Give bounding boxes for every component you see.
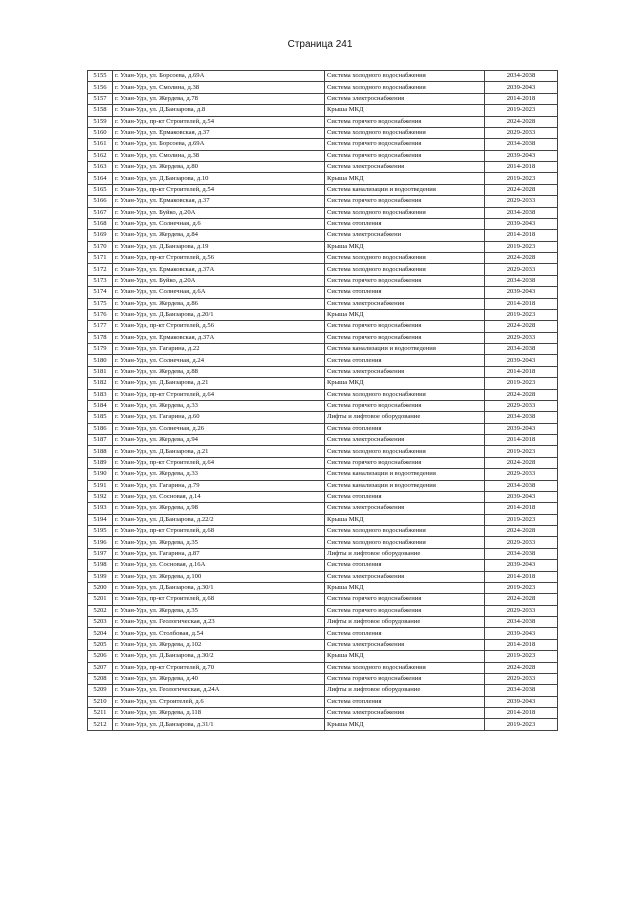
system-cell: Система электроснабжения [325,93,485,104]
table-row [88,287,558,298]
row-number-cell: 5167 [88,207,113,218]
table-row [88,469,558,480]
row-number-cell: 5209 [88,685,113,696]
system-cell: Система горячего водоснабжения [325,400,485,411]
table-row [88,696,558,707]
table-row [88,196,558,207]
system-cell: Система отопления [325,696,485,707]
row-number-cell: 5196 [88,537,113,548]
system-cell: Крыша МКД [325,651,485,662]
address-cell: г. Улан-Удэ, ул. Солнечная, д.6 [113,218,325,229]
table-row [88,332,558,343]
table-row [88,651,558,662]
table-row [88,207,558,218]
row-number-cell: 5174 [88,287,113,298]
period-cell: 2019-2023 [485,105,558,116]
period-cell: 2024-2028 [485,389,558,400]
table-row [88,241,558,252]
system-cell: Система горячего водоснабжения [325,457,485,468]
table-row [88,537,558,548]
period-cell: 2029-2033 [485,127,558,138]
period-cell: 2024-2028 [485,184,558,195]
address-cell: г. Улан-Удэ, ул. Смолина, д.38 [113,82,325,93]
address-cell: г. Улан-Удэ, ул. Строителей, д.6 [113,696,325,707]
system-cell: Система холодного водоснабжения [325,662,485,673]
address-cell: г. Улан-Удэ, ул. Борсоева, д.69А [113,139,325,150]
period-cell: 2039-2043 [485,82,558,93]
period-cell: 2019-2023 [485,378,558,389]
row-number-cell: 5173 [88,275,113,286]
address-cell: г. Улан-Удэ, ул. Солнечная, д.24 [113,355,325,366]
row-number-cell: 5187 [88,435,113,446]
table-row [88,548,558,559]
table-row [88,400,558,411]
row-number-cell: 5182 [88,378,113,389]
address-cell: г. Улан-Удэ, ул. Д.Банзарова, д.21 [113,378,325,389]
period-cell: 2024-2028 [485,116,558,127]
system-cell: Система холодного водоснабжения [325,82,485,93]
row-number-cell: 5191 [88,480,113,491]
table-row [88,93,558,104]
row-number-cell: 5172 [88,264,113,275]
period-cell: 2019-2023 [485,719,558,730]
row-number-cell: 5165 [88,184,113,195]
address-cell: г. Улан-Удэ, ул. Жердева, д.33 [113,400,325,411]
table-row [88,298,558,309]
table-row [88,617,558,628]
system-cell: Система отопления [325,423,485,434]
row-number-cell: 5201 [88,594,113,605]
system-cell: Система горячего водоснабжения [325,321,485,332]
period-cell: 2014-2018 [485,639,558,650]
table-row [88,71,558,82]
system-cell: Система электроснабжени [325,230,485,241]
table-row [88,275,558,286]
row-number-cell: 5199 [88,571,113,582]
row-number-cell: 5193 [88,503,113,514]
address-cell: г. Улан-Удэ, ул. Жердева, д.88 [113,366,325,377]
period-cell: 2024-2028 [485,321,558,332]
row-number-cell: 5210 [88,696,113,707]
table-row [88,230,558,241]
system-cell: Лифты и лифтовое оборудование [325,548,485,559]
period-cell: 2034-2038 [485,548,558,559]
row-number-cell: 5200 [88,582,113,593]
row-number-cell: 5157 [88,93,113,104]
system-cell: Система канализации и водоотведения [325,344,485,355]
address-cell: г. Улан-Удэ, ул. Геологическая, д.23 [113,617,325,628]
period-cell: 2014-2018 [485,366,558,377]
table-row [88,218,558,229]
address-cell: г. Улан-Удэ, ул. Гагарина, д.22 [113,344,325,355]
address-cell: г. Улан-Удэ, ул. Ермаковская, д.37А [113,332,325,343]
period-cell: 2014-2018 [485,298,558,309]
system-cell: Система электроснабжения [325,503,485,514]
table-row [88,309,558,320]
period-cell: 2029-2033 [485,196,558,207]
address-cell: г. Улан-Удэ, ул. Геологическая, д.24А [113,685,325,696]
period-cell: 2019-2023 [485,651,558,662]
period-cell: 2029-2033 [485,673,558,684]
table-row [88,491,558,502]
period-cell: 2034-2038 [485,685,558,696]
address-cell: г. Улан-Удэ, ул. Гагарина, д.60 [113,412,325,423]
row-number-cell: 5179 [88,344,113,355]
address-cell: г. Улан-Удэ, пр-кт Строителей, д.68 [113,594,325,605]
address-cell: г. Улан-Удэ, ул. Буйко, д.20А [113,275,325,286]
address-cell: г. Улан-Удэ, ул. Д.Банзарова, д.31/1 [113,719,325,730]
row-number-cell: 5184 [88,400,113,411]
address-cell: г. Улан-Удэ, пр-кт Строителей, д.64 [113,389,325,400]
address-cell: г. Улан-Удэ, пр-кт Строителей, д.64 [113,457,325,468]
address-cell: г. Улан-Удэ, ул. Борсоева, д.69А [113,71,325,82]
address-cell: г. Улан-Удэ, ул. Жердева, д.78 [113,93,325,104]
row-number-cell: 5198 [88,560,113,571]
system-cell: Система холодного водоснабжения [325,446,485,457]
period-cell: 2024-2028 [485,526,558,537]
table-row [88,116,558,127]
row-number-cell: 5185 [88,412,113,423]
period-cell: 2029-2033 [485,605,558,616]
address-cell: г. Улан-Удэ, ул. Д.Банзарова, д.30/2 [113,651,325,662]
address-cell: г. Улан-Удэ, ул. Ермаковская, д.37А [113,264,325,275]
address-cell: г. Улан-Удэ, пр-кт Строителей, д.54 [113,116,325,127]
address-cell: г. Улан-Удэ, ул. Д.Банзарова, д.20/1 [113,309,325,320]
table-row [88,503,558,514]
table-row [88,446,558,457]
address-cell: г. Улан-Удэ, ул. Ермаковская, д.37 [113,127,325,138]
period-cell: 2014-2018 [485,571,558,582]
table-row [88,560,558,571]
row-number-cell: 5197 [88,548,113,559]
row-number-cell: 5158 [88,105,113,116]
period-cell: 2029-2033 [485,400,558,411]
table-row [88,150,558,161]
system-cell: Система отопления [325,560,485,571]
period-cell: 2034-2038 [485,617,558,628]
address-cell: г. Улан-Удэ, ул. Д.Банзарова, д.30/1 [113,582,325,593]
row-number-cell: 5163 [88,162,113,173]
period-cell: 2014-2018 [485,435,558,446]
row-number-cell: 5164 [88,173,113,184]
row-number-cell: 5202 [88,605,113,616]
table-row [88,571,558,582]
system-cell: Система отопления [325,355,485,366]
address-cell: г. Улан-Удэ, ул. Жердева, д.84 [113,230,325,241]
period-cell: 2024-2028 [485,594,558,605]
system-cell: Система отопления [325,628,485,639]
table-row [88,685,558,696]
address-cell: г. Улан-Удэ, ул. Д.Банзарова, д.10 [113,173,325,184]
system-cell: Лифты и лифтовое оборудование [325,685,485,696]
address-cell: г. Улан-Удэ, ул. Ермаковская, д.37 [113,196,325,207]
table-row [88,127,558,138]
period-cell: 2019-2023 [485,173,558,184]
row-number-cell: 5181 [88,366,113,377]
system-cell: Система канализации и водоотведения [325,184,485,195]
address-cell: г. Улан-Удэ, пр-кт Строителей, д.56 [113,321,325,332]
table-row [88,389,558,400]
row-number-cell: 5189 [88,457,113,468]
row-number-cell: 5171 [88,253,113,264]
table-row [88,708,558,719]
table-row [88,82,558,93]
table-row [88,139,558,150]
period-cell: 2039-2043 [485,560,558,571]
table-row [88,435,558,446]
row-number-cell: 5170 [88,241,113,252]
row-number-cell: 5178 [88,332,113,343]
address-cell: г. Улан-Удэ, пр-кт Строителей, д.68 [113,526,325,537]
system-cell: Система горячего водоснабжения [325,150,485,161]
table-row [88,594,558,605]
row-number-cell: 5195 [88,526,113,537]
repair-schedule-table [87,70,558,731]
system-cell: Крыша МКД [325,105,485,116]
period-cell: 2034-2038 [485,480,558,491]
address-cell: г. Улан-Удэ, ул. Столбовая, д.54 [113,628,325,639]
row-number-cell: 5160 [88,127,113,138]
period-cell: 2034-2038 [485,139,558,150]
table-row [88,264,558,275]
period-cell: 2029-2033 [485,332,558,343]
table-row [88,321,558,332]
row-number-cell: 5169 [88,230,113,241]
system-cell: Система холодного водоснабжения [325,537,485,548]
address-cell: г. Улан-Удэ, ул. Д.Банзарова, д.8 [113,105,325,116]
system-cell: Система горячего водоснабжения [325,605,485,616]
address-cell: г. Улан-Удэ, ул. Сосновая, д.14 [113,491,325,502]
row-number-cell: 5161 [88,139,113,150]
table-row [88,344,558,355]
table-row [88,355,558,366]
system-cell: Система электроснабжения [325,366,485,377]
row-number-cell: 5211 [88,708,113,719]
address-cell: г. Улан-Удэ, пр-кт Строителей, д.54 [113,184,325,195]
table-row [88,673,558,684]
period-cell: 2034-2038 [485,344,558,355]
table-row [88,639,558,650]
table-body [88,71,558,731]
system-cell: Система холодного водоснабжения [325,526,485,537]
period-cell: 2014-2018 [485,93,558,104]
system-cell: Система горячего водоснабжения [325,139,485,150]
system-cell: Система электроснабжения [325,639,485,650]
row-number-cell: 5168 [88,218,113,229]
table-row [88,412,558,423]
system-cell: Система горячего водоснабжения [325,332,485,343]
table-row [88,162,558,173]
row-number-cell: 5190 [88,469,113,480]
period-cell: 2039-2043 [485,150,558,161]
period-cell: 2039-2043 [485,218,558,229]
address-cell: г. Улан-Удэ, пр-кт Строителей, д.56 [113,253,325,264]
address-cell: г. Улан-Удэ, ул. Солнечная, д.26 [113,423,325,434]
row-number-cell: 5194 [88,514,113,525]
table-row [88,184,558,195]
address-cell: г. Улан-Удэ, ул. Жердева, д.86 [113,298,325,309]
row-number-cell: 5183 [88,389,113,400]
address-cell: г. Улан-Удэ, ул. Д.Банзарова, д.22/2 [113,514,325,525]
address-cell: г. Улан-Удэ, ул. Гагарина, д.79 [113,480,325,491]
period-cell: 2039-2043 [485,628,558,639]
row-number-cell: 5208 [88,673,113,684]
row-number-cell: 5156 [88,82,113,93]
address-cell: г. Улан-Удэ, ул. Жердева, д.33 [113,469,325,480]
table-row [88,628,558,639]
row-number-cell: 5205 [88,639,113,650]
address-cell: г. Улан-Удэ, ул. Солнечная, д.6А [113,287,325,298]
system-cell: Система холодного водоснабжения [325,389,485,400]
address-cell: г. Улан-Удэ, ул. Смолина, д.38 [113,150,325,161]
period-cell: 2034-2038 [485,207,558,218]
row-number-cell: 5212 [88,719,113,730]
table-row [88,457,558,468]
period-cell: 2019-2023 [485,446,558,457]
period-cell: 2029-2033 [485,264,558,275]
system-cell: Система горячего водоснабжения [325,594,485,605]
row-number-cell: 5203 [88,617,113,628]
period-cell: 2039-2043 [485,696,558,707]
table-row [88,719,558,730]
table-row [88,605,558,616]
row-number-cell: 5207 [88,662,113,673]
table-row [88,423,558,434]
system-cell: Крыша МКД [325,514,485,525]
address-cell: г. Улан-Удэ, ул. Жердева, д.118 [113,708,325,719]
period-cell: 2029-2033 [485,469,558,480]
system-cell: Лифты и лифтовое оборудование [325,412,485,423]
period-cell: 2019-2023 [485,582,558,593]
period-cell: 2039-2043 [485,355,558,366]
address-cell: г. Улан-Удэ, ул. Жердева, д.102 [113,639,325,650]
system-cell: Система электроснабжения [325,708,485,719]
system-cell: Система горячего водоснабжения [325,673,485,684]
address-cell: г. Улан-Удэ, ул. Жердева, д.35 [113,605,325,616]
page-number-header: Страница 241 [287,39,353,50]
system-cell: Система канализации и водоотведения [325,469,485,480]
period-cell: 2039-2043 [485,491,558,502]
system-cell: Система горячего водоснабжения [325,116,485,127]
row-number-cell: 5159 [88,116,113,127]
period-cell: 2024-2028 [485,662,558,673]
period-cell: 2039-2043 [485,287,558,298]
period-cell: 2034-2038 [485,412,558,423]
address-cell: г. Улан-Удэ, ул. Сосновая, д.16А [113,560,325,571]
period-cell: 2014-2018 [485,708,558,719]
period-cell: 2024-2028 [485,253,558,264]
period-cell: 2019-2023 [485,241,558,252]
row-number-cell: 5192 [88,491,113,502]
table-row [88,526,558,537]
period-cell: 2019-2023 [485,309,558,320]
address-cell: г. Улан-Удэ, ул. Жердева, д.40 [113,673,325,684]
period-cell: 2034-2038 [485,275,558,286]
system-cell: Система холодного водоснабжения [325,253,485,264]
table-row [88,378,558,389]
system-cell: Система горячего водоснабжения [325,275,485,286]
table-row [88,173,558,184]
system-cell: Система холодного водоснабжения [325,127,485,138]
row-number-cell: 5175 [88,298,113,309]
system-cell: Крыша МКД [325,582,485,593]
period-cell: 2014-2018 [485,230,558,241]
address-cell: г. Улан-Удэ, ул. Гагарина, д.87 [113,548,325,559]
row-number-cell: 5166 [88,196,113,207]
row-number-cell: 5186 [88,423,113,434]
period-cell: 2014-2018 [485,162,558,173]
system-cell: Система электроснабжения [325,435,485,446]
system-cell: Крыша МКД [325,241,485,252]
system-cell: Система холодного водоснабжения [325,71,485,82]
row-number-cell: 5180 [88,355,113,366]
address-cell: г. Улан-Удэ, ул. Д.Банзарова, д.21 [113,446,325,457]
system-cell: Крыша МКД [325,378,485,389]
system-cell: Система холодного водоснабжения [325,207,485,218]
table-row [88,366,558,377]
system-cell: Система отопления [325,491,485,502]
system-cell: Система электроснабжения [325,571,485,582]
address-cell: г. Улан-Удэ, пр-кт Строителей, д.70 [113,662,325,673]
system-cell: Система канализации и водоотведения [325,480,485,491]
period-cell: 2029-2033 [485,537,558,548]
system-cell: Крыша МКД [325,719,485,730]
table-row [88,514,558,525]
address-cell: г. Улан-Удэ, ул. Жердева, д.35 [113,537,325,548]
row-number-cell: 5177 [88,321,113,332]
address-cell: г. Улан-Удэ, ул. Жердева, д.100 [113,571,325,582]
table-row [88,480,558,491]
row-number-cell: 5188 [88,446,113,457]
system-cell: Лифты и лифтовое оборудование [325,617,485,628]
address-cell: г. Улан-Удэ, ул. Жердева, д.94 [113,435,325,446]
table-row [88,105,558,116]
system-cell: Система отопления [325,218,485,229]
period-cell: 2034-2038 [485,71,558,82]
table-row [88,253,558,264]
row-number-cell: 5204 [88,628,113,639]
system-cell: Система электроснабжения [325,298,485,309]
row-number-cell: 5206 [88,651,113,662]
address-cell: г. Улан-Удэ, ул. Д.Банзарова, д.19 [113,241,325,252]
period-cell: 2039-2043 [485,423,558,434]
address-cell: г. Улан-Удэ, ул. Жердева, д.80 [113,162,325,173]
period-cell: 2014-2018 [485,503,558,514]
system-cell: Система электроснабжения [325,162,485,173]
system-cell: Система отопления [325,287,485,298]
address-cell: г. Улан-Удэ, ул. Буйко, д.20А [113,207,325,218]
address-cell: г. Улан-Удэ, ул. Жердева, д.98 [113,503,325,514]
table-row [88,662,558,673]
period-cell: 2024-2028 [485,457,558,468]
table-row [88,582,558,593]
system-cell: Крыша МКД [325,309,485,320]
period-cell: 2019-2023 [485,514,558,525]
system-cell: Система холодного водоснабжения [325,264,485,275]
row-number-cell: 5155 [88,71,113,82]
row-number-cell: 5162 [88,150,113,161]
system-cell: Крыша МКД [325,173,485,184]
row-number-cell: 5176 [88,309,113,320]
system-cell: Система горячего водоснабжения [325,196,485,207]
